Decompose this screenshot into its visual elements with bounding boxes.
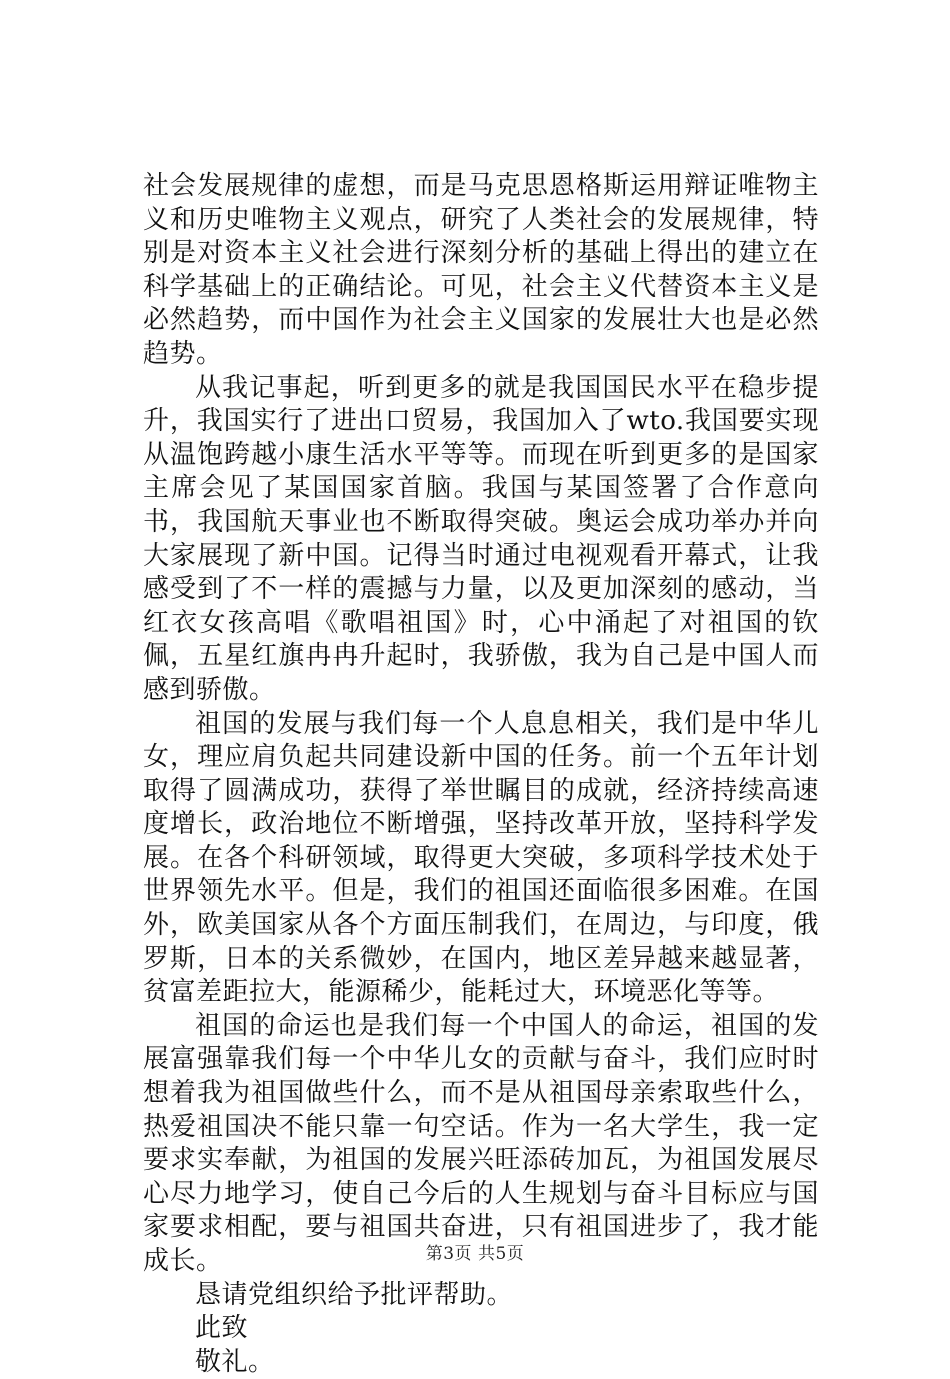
closing-regards: 敬礼。	[195, 1346, 275, 1377]
page-number-footer: 第3页 共5页	[425, 1244, 525, 1264]
closing-request: 恳请党组织给予批评帮助。	[195, 1279, 514, 1310]
paragraph-memories: 从我记事起，听到更多的就是我国国民水平在稳步提升，我国实行了进出口贸易，我国加入了wto.我国要实现从温饱跨越小康生活水平等等。而现在听到更多的是国家主席会见了某国国家首脑。我国与某国签署了合作意向书，我国航天事业也不断取得突破。奥运会成功举办并向大家展现了新中国。记得当时通过电视观看开幕式，让我感受到了不一样的震撼与力量，以及更加深刻的感动，当红衣女孩高唱《歌唱祖国》时，心中涌起了对祖国的钦佩，五星红旗冉冉升起时，我骄傲，我为自己是中国人而感到骄傲。	[143, 372, 819, 705]
paragraph-continuation: 社会发展规律的虚想，而是马克思恩格斯运用辩证唯物主义和历史唯物主义观点，研究了人类社会的发展规律，特别是对资本主义社会进行深刻分析的基础上得出的建立在科学基础上的正确结论。可见，社会主义代替资本主义是必然趋势，而中国作为社会主义国家的发展壮大也是必然趋势。	[143, 171, 819, 369]
closing-salutation: 此致	[195, 1313, 249, 1344]
paragraph-destiny: 祖国的命运也是我们每一个中国人的命运，祖国的发展富强靠我们每一个中华儿女的贡献与奋斗，我们应时时想着我为祖国做些什么，而不是从祖国母亲索取些什么，热爱祖国决不能只靠一句空话。作为一名大学生，我一定要求实奉献，为祖国的发展兴旺添砖加瓦，为祖国发展尽心尽力地学习，使自己今后的人生规划与奋斗目标应与国家要求相配，要与祖国共奋进，只有祖国进步了，我才能成长。	[143, 1010, 819, 1276]
paragraph-development: 祖国的发展与我们每一个人息息相关，我们是中华儿女，理应肩负起共同建设新中国的任务。前一个五年计划取得了圆满成功，获得了举世瞩目的成就，经济持续高速度增长，政治地位不断增强，坚持改革开放，坚持科学发展。在各个科研领域，取得更大突破，多项科学技术处于世界领先水平。但是，我们的祖国还面临很多困难。在国外，欧美国家从各个方面压制我们，在周边，与印度，俄罗斯，日本的关系微妙，在国内，地区差异越来越显著，贫富差距拉大，能源稀少，能耗过大，环境恶化等等。	[143, 708, 819, 1008]
letter-body	[143, 170, 819, 1379]
